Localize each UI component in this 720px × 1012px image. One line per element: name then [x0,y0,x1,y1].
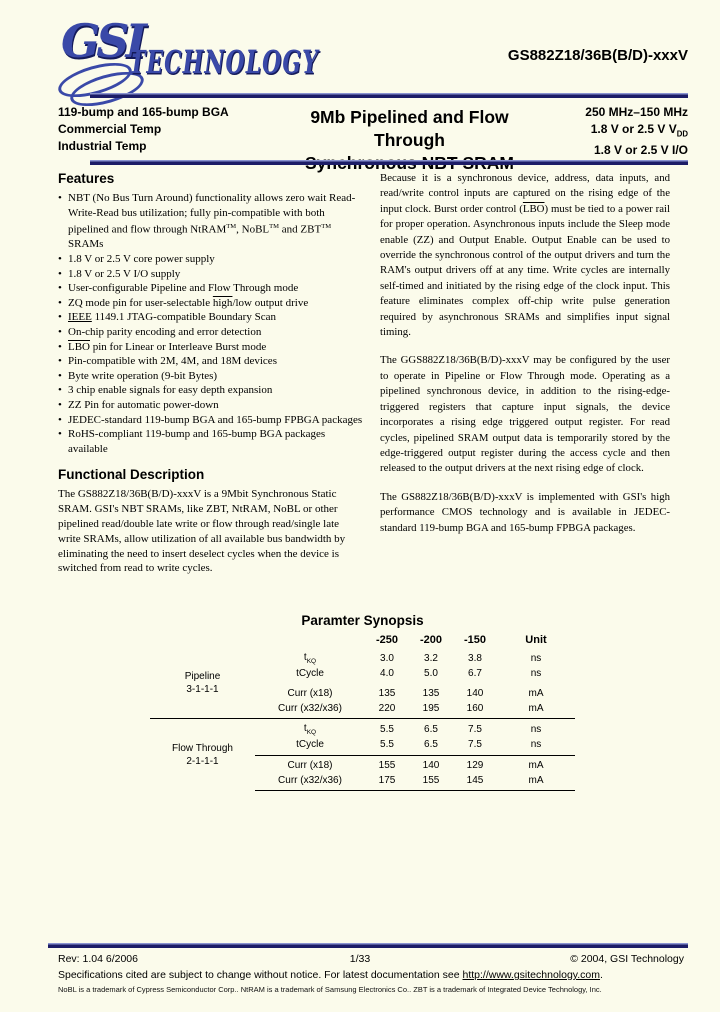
parameter-value: 6.5 [424,739,438,750]
parameter-value: 160 [466,703,484,714]
footer-rule [48,943,688,948]
spec-line [536,104,688,121]
unit-value: mA [528,760,544,771]
feature-text [68,191,364,252]
parameter-value: 6.7 [468,668,482,679]
functional-description-text [58,487,364,576]
text-segment: Specifications cited are subject to change without notice. For latest documentation see [58,969,463,981]
parameter-value: 155 [378,760,396,771]
speed-grade-header: -150 [463,633,487,646]
parameter-name [255,775,365,786]
text-segment: $\overline{LBO}$ [522,202,545,215]
parameter-value: 6.5 [424,724,438,735]
paragraph [380,353,670,476]
text-segment: KQ [306,658,317,665]
feature-item [58,310,364,325]
parameter-value: 129 [466,760,484,771]
part-number: GS882Z18/36B(B/D)-xxxV [507,47,688,64]
feature-item [58,369,364,384]
feature-text [68,310,364,325]
parameter-value: 145 [466,775,484,786]
bullet-icon: • [58,282,62,295]
text-segment: Curr (x32/x36) [278,703,342,714]
paragraph [380,490,670,536]
text-segment: tCycle [296,668,324,679]
spec-line [536,142,688,159]
parameter-value: 135 [378,688,396,699]
mode-label-line: Pipeline [184,671,221,682]
overview-paragraphs [380,171,670,536]
text-segment: t [303,652,307,663]
text-segment: TM [269,223,280,231]
speed-grade-header: -200 [419,633,443,646]
text-segment: SRAMs [68,238,104,251]
feature-item [58,340,364,355]
mode-label-line: 2-1-1-1 [186,756,219,767]
text-segment: /low output drive [232,296,309,309]
left-column [58,171,364,576]
text-segment: Pin-compatible with 2M, 4M, and 18M devices [68,355,277,368]
title-line-1: 9Mb Pipelined and Flow Through [310,107,509,150]
parameter-value: 195 [422,703,440,714]
parameter-name [255,668,365,679]
features-list [58,191,364,456]
parameter-value: 175 [378,775,396,786]
text-segment: Curr (x18) [287,688,333,699]
synopsis-group [150,648,575,718]
feature-item [58,252,364,267]
table-row [255,666,575,681]
spec-line [536,121,688,142]
feature-text [68,267,364,282]
table-row [255,686,575,701]
functional-description-heading: Functional Description [58,467,205,483]
text-segment: 1.8 V or 2.5 V I/O [593,143,688,158]
logo-technology-text: TECHNOLOGY [129,44,319,82]
url-link[interactable]: http://www.gsitechnology.com [462,969,601,981]
feature-item [58,398,364,413]
text-segment: The GGS882Z18/36B(B/D)-xxxV may be configured by the user to operate in Pipeline or Flow Through mode. Operating as a pipelined synchronous device, in addition to the rising-edge-triggered registers that capture input signals, the device incorporates a rising edge triggered output register. For read cycles, pipelined SRAM output data is temporarily stored by the edge-triggered output register during the access cycle and then released to the output drivers at the next rising edge of clock. [380,354,670,475]
synopsis-rows [255,648,575,718]
parameter-value: 5.0 [424,668,438,679]
text-segment: Because it is a synchronous device, address, data inputs, and read/write control inputs are captured on the rising edge of the input clock. Burst order control ( [380,172,670,215]
mode-label-line: 3-1-1-1 [186,684,219,695]
parameter-name [255,703,365,714]
text-segment: tCycle [296,739,324,750]
parameter-value: 155 [422,775,440,786]
text-segment: Curr (x18) [287,760,333,771]
text-segment: 1.8 V or 2.5 V I/O supply [68,267,181,280]
table-row [255,737,575,752]
bullet-icon: • [58,340,62,353]
text-segment: high [212,296,233,309]
industrial-temp-line: Industrial Temp [58,139,147,153]
feature-text [68,281,364,296]
feature-text [68,413,364,428]
feature-text [68,325,364,340]
text-segment: DD [676,129,688,139]
text-segment: TM [226,223,237,231]
unit-value: ns [530,653,542,664]
feature-item [58,413,364,428]
mode-label-line: Flow Through [172,743,233,754]
text-segment: The GS882Z18/36B(B/D)-xxxV is implemented with GSI's high performance CMOS technology and is available in JEDEC-standard 119-bump BGA and 165-bump FPBGA packages. [380,490,670,534]
table-row [255,701,575,716]
synopsis-title: Paramter Synopsis [301,613,424,628]
paragraph [380,171,670,340]
text-segment: t [303,723,307,734]
text-segment: User-configurable Pipeline and Flow Through mode [68,282,299,295]
parameter-name [255,652,365,665]
page-number: 1/33 [349,953,371,965]
table-rule [255,755,575,756]
gsi-technology-logo [55,14,319,98]
parameter-value: 4.0 [380,668,394,679]
parameter-value: 135 [422,688,440,699]
unit-value: ns [530,739,542,750]
parameter-value: 140 [466,688,484,699]
unit-value: ns [530,668,542,679]
text-segment: On-chip parity encoding and error detection [68,326,262,338]
mode-label [150,648,255,718]
feature-text [68,427,364,456]
parameter-value: 3.8 [468,653,482,664]
bullet-icon: • [58,192,62,204]
parameter-value: 3.0 [380,653,394,664]
feature-item [58,281,364,296]
feature-text [68,354,364,369]
text-segment: $\overline{LBO}$ [68,340,90,353]
synopsis-table-body [150,648,575,791]
text-segment: RoHS-compliant 119-bump and 165-bump BGA packages available [68,428,326,455]
right-column [380,171,670,576]
feature-text [68,383,364,398]
text-segment: , NoBL [236,223,270,236]
copyright-label: © 2004, GSI Technology [570,953,684,965]
parameter-value: 140 [422,760,440,771]
commercial-temp-line: Commercial Temp [58,122,162,136]
feature-text [68,398,364,413]
text-segment: . [600,969,603,981]
parameter-value: 220 [378,703,396,714]
table-row [255,722,575,737]
text-segment: TM [321,223,332,231]
feature-text [68,252,364,267]
parameter-name [255,723,365,736]
bullet-icon: • [58,311,62,324]
text-segment: and ZBT [279,223,322,236]
synopsis-header-row [255,631,575,648]
bullet-icon: • [58,326,62,338]
table-row [255,758,575,773]
package-line: 119-bump and 165-bump BGA [58,105,229,119]
text-segment: 1.8 V or 2.5 V core power supply [68,253,215,266]
feature-item [58,267,364,282]
text-segment: ZQ mode pin for user-selectable [68,296,213,309]
header-rule-top [90,93,688,98]
parameter-value: 7.5 [468,739,482,750]
parameter-synopsis [150,613,575,791]
bullet-icon: • [58,413,62,426]
bullet-icon: • [58,384,62,397]
feature-text [68,340,364,355]
text-segment: NBT (No Bus Turn Around) functionality allows zero wait Read-Write-Read bus utilization; fully pin-compatible with both pipelined and flow through NtRAM [68,192,356,236]
bullet-icon: • [58,253,62,266]
parameter-value: 3.2 [424,653,438,664]
text-segment: 3 chip enable signals for easy depth expansion [68,384,273,397]
feature-text [68,369,364,384]
logo-gsi-text: GSI [61,14,144,68]
bullet-icon: • [58,267,62,280]
table-row [255,651,575,666]
bullet-icon: • [58,355,62,368]
text-segment: The GS882Z18/36B(B/D)-xxxV is a 9Mbit Synchronous Static SRAM. GSI's NBT SRAMs, like ZBT, NtRAM, NoBL or other pipelined read/double late write or flow through read/single late write SRAMs, allow utilization of all available bus bandwidth by eliminating the need to insert deselect cycles when the device is switched from read to write cycles. [58,488,346,575]
text-segment: ) must be tied to a power rail for proper operation. Asynchronous inputs include the Sleep mode enable (ZZ) and Output Enable. Output Enable can be used to override the synchronous control of the output drivers and turn the RAM's output drivers off at any time. Write cycles are internally self-timed and initiated by the rising edge of the clock input. This feature eliminates complex off-chip write pulse generation required by asynchronous SRAMs and simplifies input signal timing. [380,202,670,339]
parameter-name [255,688,365,699]
parameter-value: 5.5 [380,739,394,750]
feature-item [58,427,364,456]
feature-item [58,325,364,340]
feature-item [58,354,364,369]
table-row [255,773,575,788]
unit-value: mA [528,775,544,786]
synopsis-rows [255,719,575,791]
mode-label [150,719,255,791]
revision-label: Rev: 1.04 6/2006 [58,953,138,965]
text-segment: Curr (x32/x36) [278,775,342,786]
text-segment: pin for Linear or Interleave Burst mode [90,340,267,353]
unit-header: Unit [525,633,547,646]
bullet-icon: • [58,428,62,441]
feature-text [68,296,364,311]
trademark-notice: NoBL is a trademark of Cypress Semiconductor Corp.. NtRAM is a trademark of Samsung Electronics Co.. ZBT is a trademark of Integrated Device Technology, Inc. [58,985,602,994]
text-segment: Byte write operation (9-bit Bytes) [68,369,218,382]
change-notice [58,969,603,981]
parameter-name [255,739,365,750]
text-segment: 1.8 V or 2.5 V V [590,122,677,136]
header-rule-bottom [90,160,688,165]
feature-item [58,383,364,398]
text-segment: JEDEC-standard 119-bump BGA and 165-bump FPBGA packages [68,413,363,426]
features-heading: Features [58,171,115,186]
parameter-value: 5.5 [380,724,394,735]
feature-item [58,296,364,311]
speed-grade-header: -250 [375,633,399,646]
text-segment: 250 MHz–150 MHz [585,105,688,119]
synopsis-group [150,718,575,791]
unit-value: ns [530,724,542,735]
bullet-icon: • [58,398,62,411]
text-segment: 1149.1 JTAG-compatible Boundary Scan [91,311,276,324]
bullet-icon: • [58,296,62,309]
text-segment: KQ [306,729,317,736]
unit-value: mA [528,703,544,714]
parameter-value: 7.5 [468,724,482,735]
bullet-icon: • [58,369,62,382]
body-columns [58,171,670,576]
feature-item [58,191,364,252]
text-segment: ZZ Pin for automatic power-down [68,398,219,411]
text-segment: IEEE [68,311,92,324]
unit-value: mA [528,688,544,699]
parameter-name [255,760,365,771]
